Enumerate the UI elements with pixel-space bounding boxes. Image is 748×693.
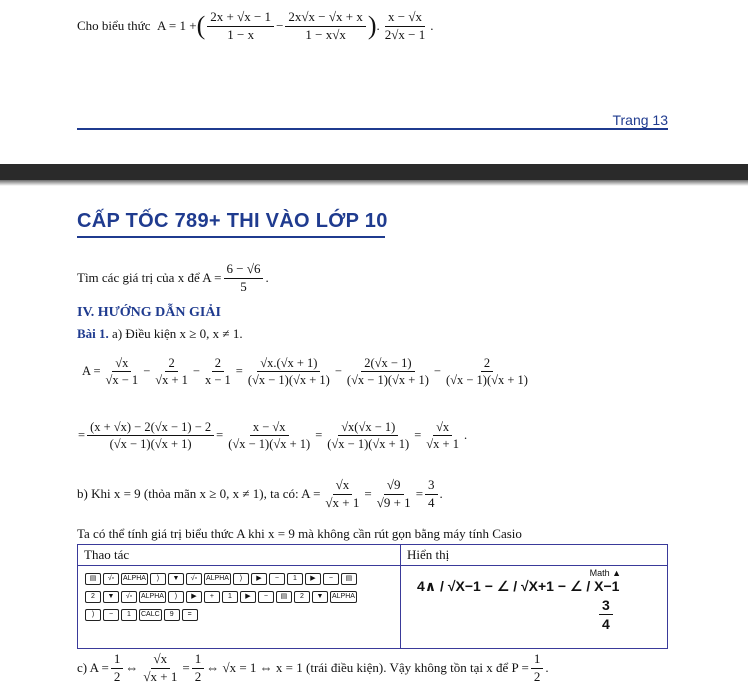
- fraction: $\frac{6 - √6}{5}$: [224, 262, 264, 295]
- calculator-key: 1: [121, 609, 137, 621]
- top-expression: Cho biểu thức A = 1 + ( $\frac{2x + √x - 1}{1 - x}$ − $\frac{2x√x - √x + x}{1 - x√x}$ ) . $\frac{x - √x}{2√x - 1}$ .: [77, 9, 434, 42]
- key-row-3: [84, 604, 394, 622]
- header-underline: [77, 236, 385, 238]
- calculator-key: √▫: [103, 573, 119, 585]
- fraction: $\frac{3}{4}$: [425, 478, 438, 511]
- fraction: $\frac{√x(√x - 1)}{(√x - 1)(√x + 1)}$: [327, 420, 410, 452]
- fraction: $\frac{1}{2}$: [192, 652, 205, 685]
- fraction: $\frac{√x}{√x + 1}$: [426, 420, 459, 452]
- calculator-key: ): [85, 609, 101, 621]
- calculator-key: ): [233, 573, 249, 585]
- math-indicator: Math ▲: [589, 568, 621, 578]
- fraction: $\frac{1}{2}$: [531, 652, 544, 685]
- col-header-hien-thi: Hiển thị: [401, 545, 668, 566]
- calculator-key: −: [258, 591, 274, 603]
- calculator-key: +: [204, 591, 220, 603]
- page-break-band: [0, 164, 748, 180]
- calculator-key: ▤: [276, 591, 292, 603]
- calculator-key: −: [323, 573, 339, 585]
- calculator-key: =: [182, 609, 198, 621]
- calculator-key: 1: [287, 573, 303, 585]
- calculator-key: CALC: [139, 609, 162, 621]
- math-line-2: = $\frac{(x + √x) - 2(√x - 1) - 2}{(√x - 1)(√x + 1)}$ = $\frac{x - √x}{(√x - 1)(√x + 1)}$ = $\frac{√x(√x - 1)}{(√x - 1)(√x + 1)}$ = $\frac{√x}{√x + 1}$ .: [78, 420, 468, 452]
- fraction: $\frac{1}{2}$: [111, 652, 124, 685]
- right-paren-glyph: ): [367, 11, 377, 41]
- fraction: $\frac{2}{(√x - 1)(√x + 1)}$: [445, 356, 528, 388]
- calculator-key: ▼: [168, 573, 184, 585]
- calculator-key: ▶: [186, 591, 202, 603]
- bai1-condition: Bài 1. a) Điều kiện x ≥ 0, x ≠ 1.: [77, 326, 243, 341]
- casio-intro: Ta có thể tính giá trị biểu thức A khi x = 9 mà không cần rút gọn bằng máy tính Casio: [77, 526, 522, 541]
- display-expression: 4∧ / √X−1 − ∠ / √X+1 − ∠ / X−1: [417, 578, 620, 594]
- table-header-row: [78, 545, 668, 566]
- math-line-1: A = $\frac{√x}{√x - 1}$ − $\frac{2}{√x + 1}$ − $\frac{2}{x - 1}$ = $\frac{√x.(√x + 1)}{(√x - 1)(√x + 1)}$ − $\frac{2(√x - 1)}{(√x - 1)(√x + 1)}$ − $\frac{2}{(√x - 1)(√x + 1)}$: [82, 356, 533, 388]
- header-title: CẤP TỐC 789+ THI VÀO LỚP 10: [77, 210, 388, 232]
- fraction: $\frac{√x}{√x + 1}$: [325, 477, 360, 510]
- calculator-key: ▼: [103, 591, 119, 603]
- page-break-shadow: [0, 180, 748, 186]
- page-number: Trang 13: [612, 112, 668, 128]
- question: Tìm các giá trị của x để A = $\frac{6 - √6}{5}$ .: [77, 261, 269, 294]
- fraction: $\frac{x - √x}{(√x - 1)(√x + 1)}$: [228, 420, 311, 452]
- col-header-thao-tac: Thao tác: [78, 545, 401, 566]
- calculator-key: ): [150, 573, 166, 585]
- calculator-key: ALPHA: [330, 591, 357, 603]
- calculator-key: ▶: [251, 573, 267, 585]
- bai-label: Bài 1.: [77, 326, 109, 341]
- calculator-key: √▫: [121, 591, 137, 603]
- calculator-key: 1: [222, 591, 238, 603]
- key-row-1: [84, 568, 394, 586]
- intro-text: Cho biểu thức: [77, 18, 151, 34]
- fraction: $\frac{√x.(√x + 1)}{(√x - 1)(√x + 1)}$: [247, 356, 330, 388]
- calculator-key: ALPHA: [204, 573, 231, 585]
- left-paren-glyph: (: [196, 11, 206, 41]
- part-c: c) A = $\frac{1}{2}$ ⇔ $\frac{√x}{√x + 1}$ = $\frac{1}{2}$ ⇔ √x = 1 ⇔ x = 1 (trái điều kiện). Vậy không tồn tại x để P = $\frac{1}{2}$ .: [77, 651, 549, 684]
- fraction: $\frac{√x}{√x - 1}$: [105, 356, 139, 388]
- calculator-key: ▶: [305, 573, 321, 585]
- calculator-key: ALPHA: [121, 573, 148, 585]
- fraction: $\frac{2}{x - 1}$: [204, 356, 231, 388]
- keys-cell: [78, 566, 401, 649]
- calculator-key: ▶: [240, 591, 256, 603]
- fraction: $\frac{(x + √x) - 2(√x - 1) - 2}{(√x - 1)(√x + 1)}$: [87, 420, 214, 452]
- calculator-key: ALPHA: [139, 591, 166, 603]
- footer-divider: [77, 128, 668, 130]
- calculator-key: ▤: [85, 573, 101, 585]
- casio-table: [77, 544, 668, 649]
- calculator-key: 2: [85, 591, 101, 603]
- calculator-key: −: [103, 609, 119, 621]
- calculator-key: ▤: [341, 573, 357, 585]
- fraction: $\frac{√x}{√x + 1}$: [143, 651, 178, 684]
- fraction: $\frac{2x√x - √x + x}{1 - x√x}$: [285, 10, 365, 43]
- fraction: $\frac{2}{√x + 1}$: [155, 356, 188, 388]
- calculator-key: 2: [294, 591, 310, 603]
- calculator-key: 9: [164, 609, 180, 621]
- part-b: b) Khi x = 9 (thỏa mãn x ≥ 0, x ≠ 1), ta có: A = $\frac{√x}{√x + 1}$ = $\frac{√9}{√9 + 1}$ = $\frac{3}{4}$ .: [77, 477, 443, 510]
- calculator-key: ): [168, 591, 184, 603]
- calculator-key: ▼: [312, 591, 328, 603]
- fraction: $\frac{2(√x - 1)}{(√x - 1)(√x + 1)}$: [346, 356, 429, 388]
- key-row-2: [84, 586, 394, 604]
- calculator-key: √▫: [186, 573, 202, 585]
- calculator-key: −: [269, 573, 285, 585]
- fraction: $\frac{√9}{√9 + 1}$: [376, 477, 411, 510]
- fraction: $\frac{2x + √x - 1}{1 - x}$: [207, 10, 274, 43]
- table-row: [78, 566, 668, 649]
- fraction: $\frac{x - √x}{2√x - 1}$: [384, 9, 426, 42]
- display-cell: [401, 566, 668, 649]
- display-result: $\frac{3}{4}$: [597, 597, 661, 632]
- section-title: IV. HƯỚNG DẪN GIẢI: [77, 305, 221, 320]
- expr-lhs: A = 1 +: [156, 18, 197, 34]
